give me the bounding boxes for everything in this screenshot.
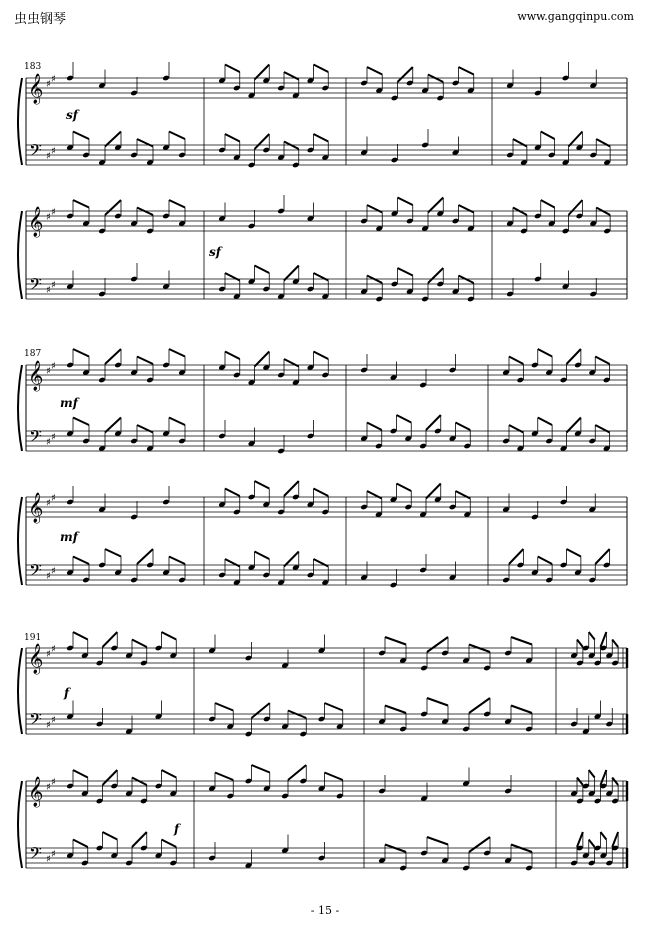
note-beam: [169, 200, 185, 208]
key-signature: ♯: [51, 566, 56, 577]
key-signature: ♯: [51, 493, 56, 504]
note-beam: [137, 357, 153, 365]
note-beam: [225, 489, 240, 497]
note-beam: [427, 698, 448, 706]
brace: [18, 365, 22, 451]
note-beam: [255, 65, 270, 80]
brace: [18, 648, 22, 734]
note-beam: [225, 134, 240, 142]
note-beam: [73, 200, 89, 208]
note-beam: [105, 418, 121, 433]
key-signature: ♯: [51, 644, 56, 655]
note-beam: [314, 559, 329, 567]
note-beam: [398, 67, 413, 82]
key-signature: ♯: [46, 79, 51, 90]
note-beam: [469, 837, 490, 852]
note-beam: [105, 132, 121, 147]
note-beam: [225, 559, 240, 567]
note-beam: [509, 357, 523, 365]
key-signature: ♯: [51, 207, 56, 218]
note-beam: [215, 773, 233, 781]
note-beam: [137, 139, 153, 147]
bass-clef: 𝄢: [29, 140, 42, 164]
note-beam: [252, 703, 270, 718]
key-signature: ♯: [46, 782, 51, 793]
bass-clef: 𝄢: [29, 560, 42, 584]
note-beam: [601, 632, 607, 647]
treble-clef: 𝄞: [28, 777, 44, 807]
note-beam: [398, 268, 413, 276]
note-beam: [367, 67, 382, 75]
note-beam: [255, 552, 270, 560]
note-beam: [612, 832, 618, 847]
note-beam: [385, 706, 406, 714]
dynamic-marking: sf: [209, 245, 221, 259]
note-beam: [589, 840, 595, 848]
note-beam: [577, 640, 583, 648]
dynamic-marking: f: [64, 686, 70, 700]
bass-clef: 𝄢: [29, 274, 42, 298]
note-beam: [397, 484, 412, 492]
key-signature: ♯: [46, 437, 51, 448]
note-beam: [426, 484, 441, 499]
note-beam: [288, 765, 306, 780]
brace: [18, 497, 22, 585]
key-signature: ♯: [51, 74, 56, 85]
note-beam: [601, 770, 607, 785]
note-beam: [103, 770, 118, 785]
note-beam: [612, 640, 618, 648]
note-beam: [103, 832, 118, 840]
note-beam: [314, 273, 329, 281]
note-beam: [595, 357, 609, 365]
note-beam: [426, 415, 441, 430]
key-signature: ♯: [51, 849, 56, 860]
key-signature: ♯: [46, 212, 51, 223]
note-beam: [255, 481, 270, 489]
note-beam: [325, 703, 343, 711]
note-beam: [567, 349, 581, 364]
key-signature: ♯: [46, 498, 51, 509]
brace: [18, 781, 22, 868]
key-signature: ♯: [51, 777, 56, 788]
treble-clef: 𝄞: [28, 644, 44, 674]
note-beam: [132, 832, 147, 847]
note-beam: [255, 134, 270, 149]
note-beam: [398, 198, 413, 206]
brace: [18, 211, 22, 299]
key-signature: ♯: [46, 366, 51, 377]
note-beam: [385, 637, 406, 645]
note-beam: [103, 632, 118, 647]
note-beam: [215, 703, 233, 711]
dynamic-marking: f: [174, 822, 180, 836]
note-beam: [569, 132, 583, 147]
note-beam: [284, 359, 299, 367]
key-signature: ♯: [51, 715, 56, 726]
note-beam: [73, 632, 88, 640]
note-beam: [169, 557, 185, 565]
note-beam: [427, 637, 448, 652]
note-beam: [459, 205, 474, 213]
note-beam: [255, 266, 270, 274]
bass-clef: 𝄢: [29, 426, 42, 450]
note-beam: [456, 423, 471, 431]
treble-clef: 𝄞: [28, 74, 44, 104]
note-beam: [397, 415, 412, 423]
note-beam: [567, 418, 581, 433]
measure-number: 187: [24, 349, 42, 359]
measure-number: 191: [24, 633, 42, 643]
note-beam: [538, 349, 552, 357]
note-beam: [595, 549, 609, 564]
key-signature: ♯: [51, 361, 56, 372]
site-url: www.gangqinpu.com: [517, 10, 634, 23]
key-signature: ♯: [51, 280, 56, 291]
note-beam: [509, 549, 523, 564]
bass-clef: 𝄢: [29, 843, 42, 867]
note-beam: [601, 832, 607, 840]
key-signature: ♯: [46, 151, 51, 162]
key-signature: ♯: [51, 146, 56, 157]
note-beam: [314, 134, 329, 142]
note-beam: [284, 266, 299, 281]
treble-clef: 𝄞: [28, 493, 44, 523]
note-beam: [456, 491, 471, 499]
note-beam: [73, 349, 89, 357]
measure-number: 183: [24, 62, 42, 72]
note-beam: [162, 770, 177, 778]
note-beam: [428, 198, 443, 213]
key-signature: ♯: [46, 720, 51, 731]
note-beam: [509, 425, 523, 433]
key-signature: ♯: [46, 854, 51, 865]
note-beam: [284, 552, 299, 567]
note-beam: [225, 352, 240, 360]
note-beam: [511, 706, 532, 714]
note-beam: [469, 698, 490, 713]
note-beam: [538, 557, 552, 565]
note-beam: [225, 273, 240, 281]
note-beam: [255, 352, 270, 367]
note-beam: [538, 418, 552, 426]
note-beam: [589, 770, 595, 778]
note-beam: [511, 637, 532, 645]
treble-clef: 𝄞: [28, 361, 44, 391]
note-beam: [73, 132, 89, 140]
note-beam: [569, 200, 583, 215]
brace: [18, 78, 22, 165]
key-signature: ♯: [51, 432, 56, 443]
note-beam: [73, 840, 88, 848]
note-beam: [284, 72, 299, 80]
note-beam: [541, 132, 555, 140]
note-beam: [314, 352, 329, 360]
note-beam: [252, 765, 270, 773]
note-beam: [169, 349, 185, 357]
note-beam: [595, 425, 609, 433]
note-beam: [513, 139, 527, 147]
dynamic-marking: sf: [66, 108, 78, 122]
dynamic-marking: mf: [60, 396, 78, 410]
note-beam: [427, 837, 448, 845]
note-beam: [137, 425, 153, 433]
note-beam: [225, 65, 240, 73]
note-beam: [459, 67, 474, 75]
treble-clef: 𝄞: [28, 207, 44, 237]
page-number: - 15 -: [310, 904, 340, 917]
note-beam: [162, 840, 177, 848]
note-beam: [428, 268, 443, 283]
note-beam: [567, 549, 581, 557]
note-beam: [314, 489, 329, 497]
note-beam: [367, 205, 382, 213]
note-beam: [367, 491, 382, 499]
note-beam: [162, 632, 177, 640]
note-beam: [314, 65, 329, 73]
note-beam: [73, 418, 89, 426]
note-beam: [367, 423, 382, 431]
note-beam: [132, 640, 147, 648]
note-beam: [169, 418, 185, 426]
bass-clef: 𝄢: [29, 709, 42, 733]
note-beam: [325, 773, 343, 781]
note-beam: [169, 132, 185, 140]
note-beam: [541, 200, 555, 208]
note-beam: [596, 139, 610, 147]
note-beam: [105, 349, 121, 364]
note-beam: [284, 481, 299, 496]
dynamic-marking: mf: [60, 530, 78, 544]
key-signature: ♯: [46, 285, 51, 296]
note-beam: [73, 770, 88, 778]
note-beam: [105, 549, 121, 557]
note-beam: [577, 832, 583, 847]
note-beam: [589, 632, 595, 640]
site-name: 虫虫钢琴: [14, 12, 67, 27]
note-beam: [137, 549, 153, 564]
note-beam: [73, 557, 89, 565]
key-signature: ♯: [46, 571, 51, 582]
note-beam: [105, 200, 121, 215]
key-signature: ♯: [46, 649, 51, 660]
